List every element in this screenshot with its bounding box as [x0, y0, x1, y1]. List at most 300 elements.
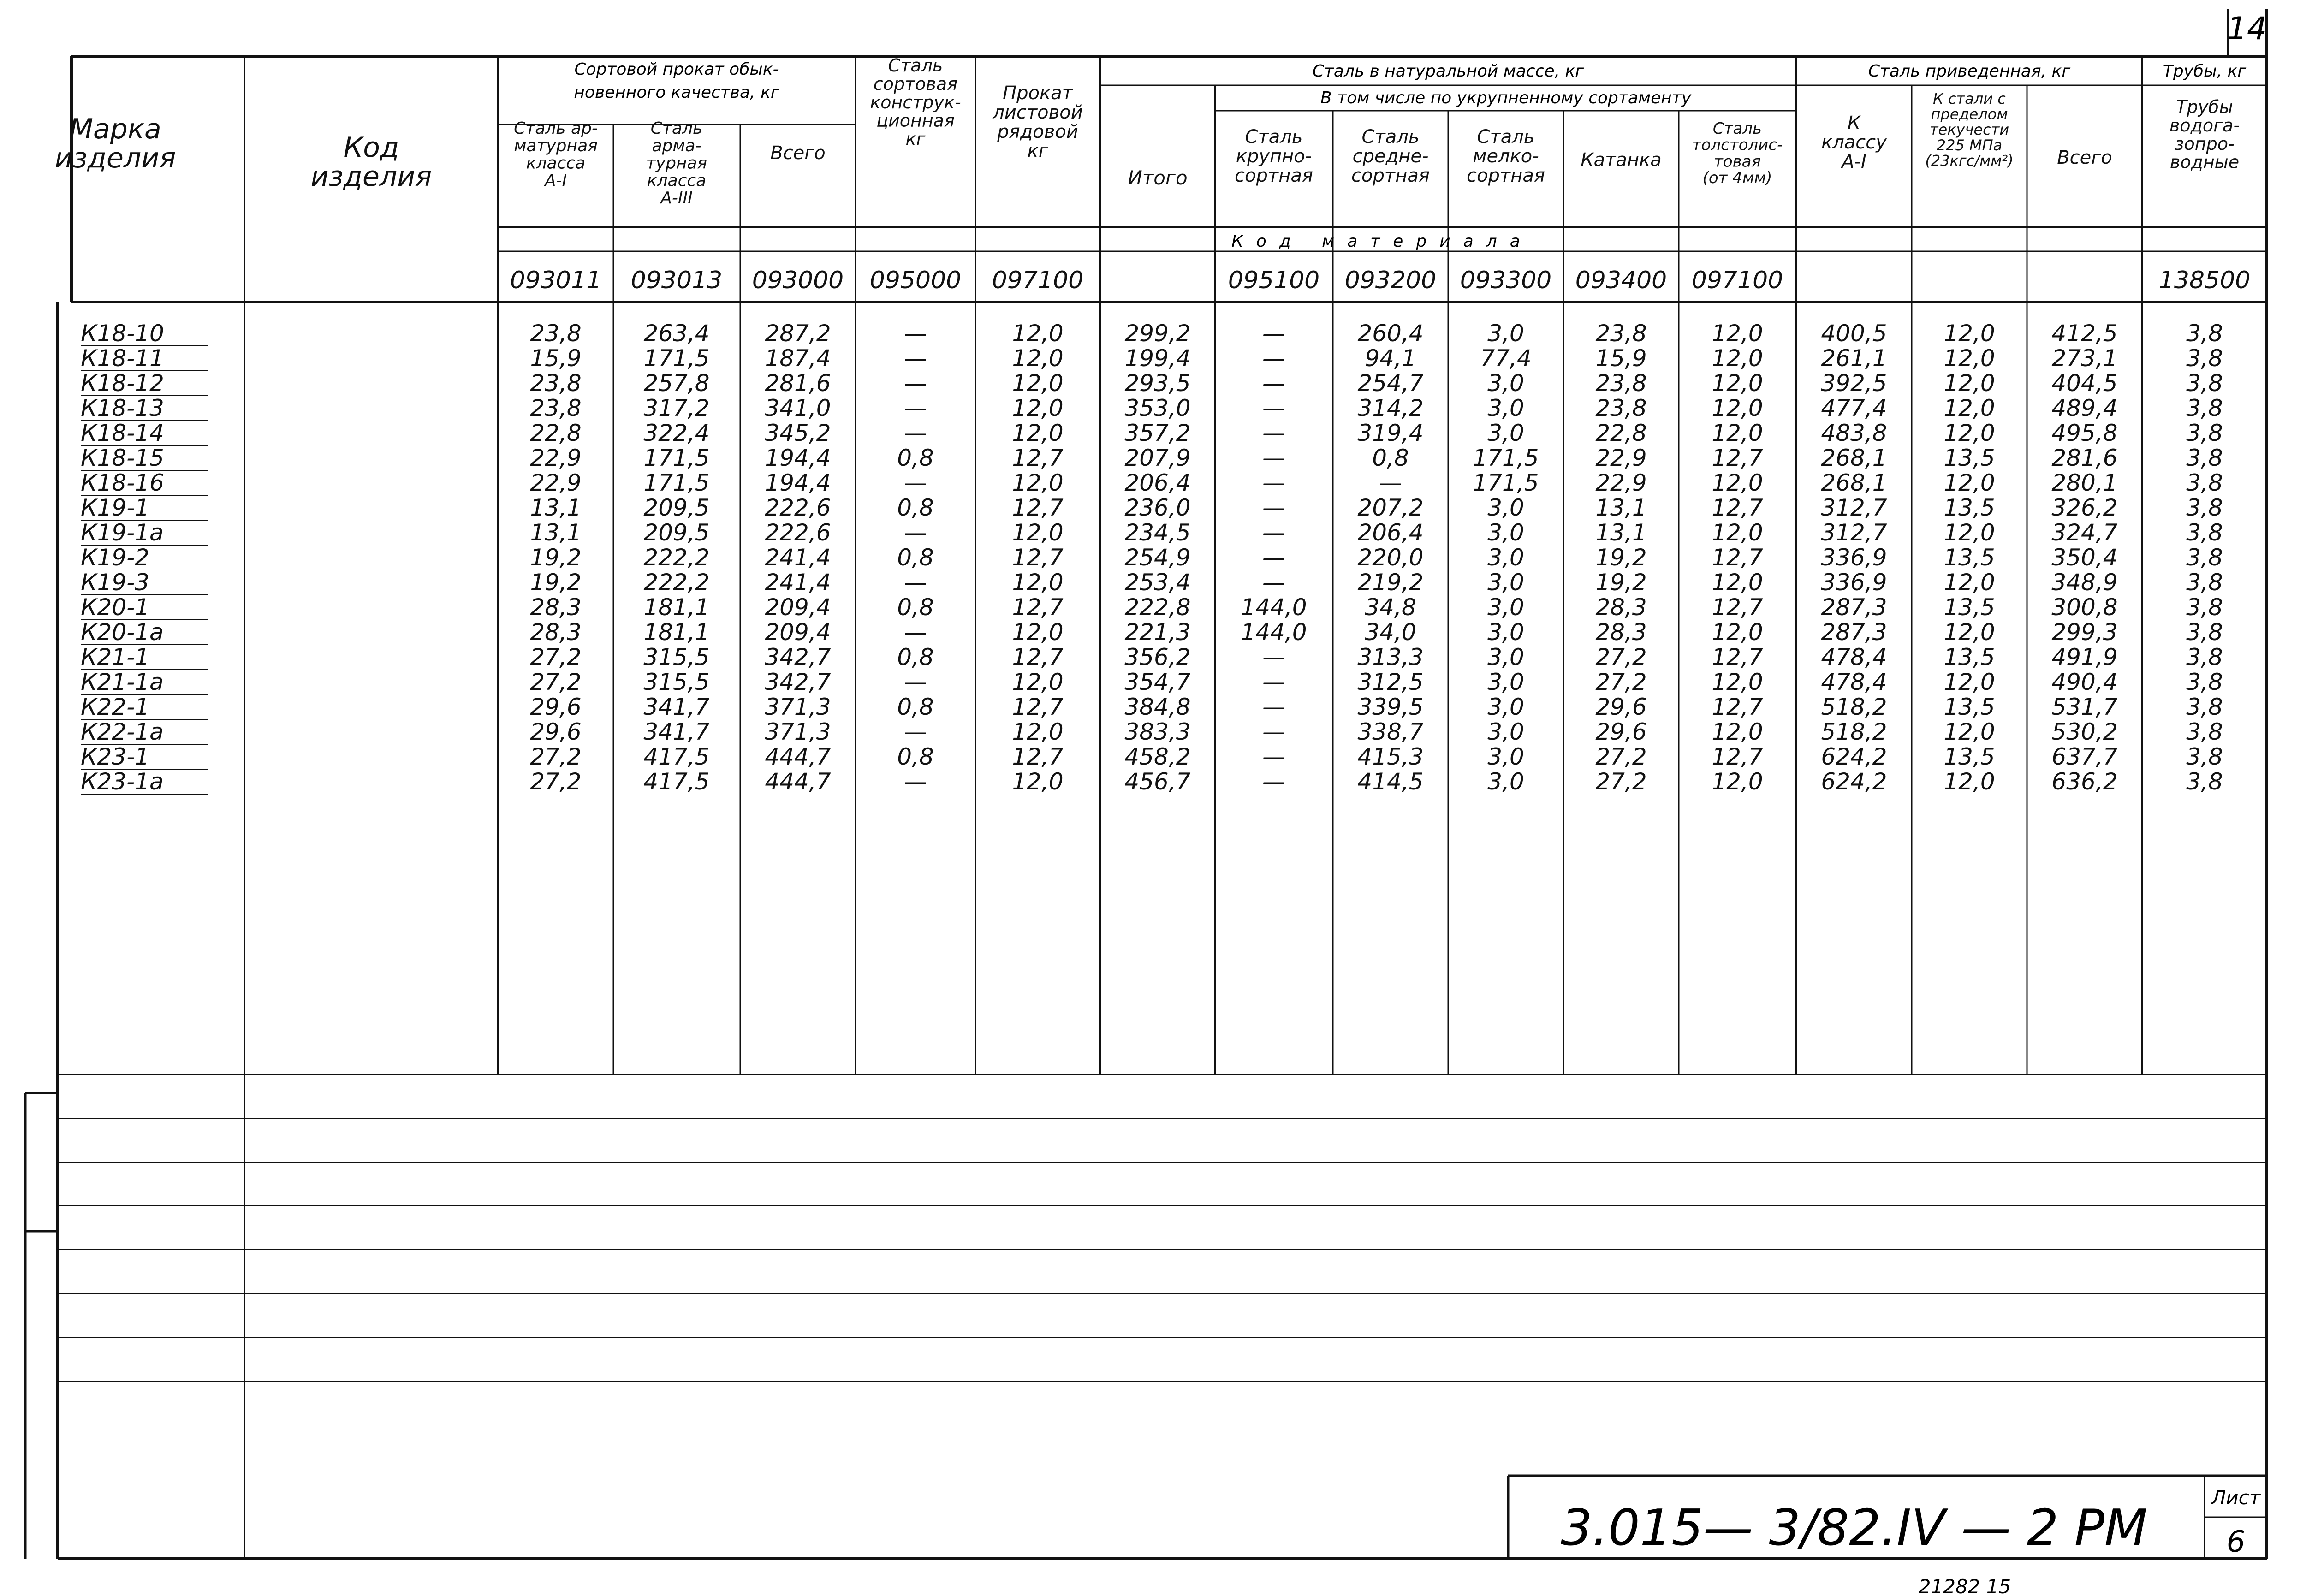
table-cell: — [1262, 445, 1285, 471]
table-cell: 315,5 [643, 644, 710, 670]
table-cell: 144,0 [1241, 619, 1307, 646]
table-cell: 357,2 [1124, 420, 1191, 446]
table-cell: 483,8 [1821, 420, 1887, 446]
table-cell: 0,8 [897, 594, 934, 621]
table-cell: 336,9 [1821, 544, 1887, 571]
table-cell: 12,0 [1012, 420, 1064, 446]
table-cell: 356,2 [1124, 644, 1191, 670]
table-cell: 263,4 [643, 320, 710, 347]
table-cell: 0,8 [897, 494, 934, 521]
cell-item-mark: К18-15 [81, 445, 164, 471]
table-cell: 209,4 [765, 594, 831, 621]
table-cell: 12,0 [1943, 669, 1995, 695]
table-cell: 3,8 [2186, 420, 2223, 446]
table-cell: 171,5 [1473, 469, 1539, 496]
table-row [81, 395, 2223, 421]
header-col-truby-line-4: водные [2169, 152, 2240, 172]
table-cell: 12,0 [1943, 370, 1995, 397]
material-codes [510, 267, 2251, 294]
table-cell: 12,7 [1712, 644, 1763, 670]
header-col-melko-line-3: сортная [1467, 165, 1545, 186]
table-cell: — [904, 768, 927, 795]
table-cell: 353,0 [1124, 395, 1191, 421]
table-cell: — [1262, 768, 1285, 795]
sortovoy-group-line-1: Сортовой прокат обык- [574, 60, 779, 79]
header-col-melko-line-1: Сталь [1477, 126, 1535, 148]
table-cell: 268,1 [1821, 445, 1887, 471]
table-cell: 13,5 [1943, 544, 1995, 571]
header-col-truby-line-3: зопро- [2175, 133, 2235, 154]
material-code: 093011 [510, 267, 602, 294]
table-cell: 241,4 [765, 544, 831, 571]
header-col-sredne-line-2: средне- [1352, 146, 1429, 167]
table-cell: 3,8 [2186, 669, 2223, 695]
table-cell: 12,7 [1712, 594, 1763, 621]
table-cell: 181,1 [643, 619, 710, 646]
table-row [81, 494, 2223, 521]
table-row [81, 669, 2223, 695]
cell-item-mark: К20-1 [81, 594, 149, 621]
material-code: 097100 [992, 267, 1084, 294]
material-code: 095100 [1228, 267, 1320, 294]
table-cell: 12,7 [1012, 694, 1064, 720]
material-code: 093400 [1575, 267, 1667, 294]
table-cell: 417,5 [643, 743, 710, 770]
header-col-konstr-line-1: Сталь [888, 55, 943, 76]
header-col-prokat-line-4: кг [1027, 141, 1048, 162]
table-cell: 444,7 [765, 743, 831, 770]
table-row [81, 345, 2223, 372]
cell-item-mark: К18-14 [81, 420, 164, 446]
table-cell: — [904, 519, 927, 546]
table-cell: 354,7 [1124, 669, 1191, 695]
table-cell: 3,0 [1487, 569, 1524, 596]
table-row [81, 544, 2223, 571]
table-cell: 219,2 [1357, 569, 1424, 596]
table-cell: 12,7 [1712, 743, 1763, 770]
table-cell: 3,0 [1487, 718, 1524, 745]
table-cell: 261,1 [1821, 345, 1887, 372]
header-col-konstr-line-4: ционная [876, 110, 955, 131]
table-cell: 22,9 [1595, 469, 1647, 496]
table-cell: 28,3 [1595, 619, 1647, 646]
table-cell: 23,8 [530, 320, 582, 347]
table-cell: 339,5 [1357, 694, 1424, 720]
table-cell: 3,0 [1487, 320, 1524, 347]
header-col-k-stali-line-3: текучести [1929, 121, 2009, 139]
table-row [81, 320, 2223, 347]
table-cell: 144,0 [1241, 594, 1307, 621]
table-cell: 13,1 [1595, 494, 1647, 521]
table-row [81, 619, 2223, 646]
header-col-a1-line-4: А-I [544, 171, 567, 190]
table-cell: 13,5 [1943, 594, 1995, 621]
table-cell: 181,1 [643, 594, 710, 621]
header-col-itogo-line-1: Итого [1128, 166, 1188, 189]
table-cell: 3,8 [2186, 594, 2223, 621]
header-col-konstr-line-5: кг [905, 129, 926, 149]
table-cell: 207,9 [1124, 445, 1191, 471]
table-cell: 12,0 [1712, 320, 1763, 347]
table-cell: 77,4 [1480, 345, 1532, 372]
table-cell: 3,0 [1487, 519, 1524, 546]
table-cell: 12,0 [1012, 519, 1064, 546]
table-row [81, 694, 2223, 720]
cell-item-mark: К19-1а [81, 519, 164, 546]
table-cell: 312,7 [1821, 494, 1887, 521]
header-marka-line-1: Марка [69, 113, 161, 145]
table-cell: — [904, 395, 927, 421]
table-cell: 194,4 [765, 469, 831, 496]
table-cell: 23,8 [1595, 395, 1647, 421]
table-cell: 3,8 [2186, 619, 2223, 646]
table-cell: 478,4 [1821, 644, 1887, 670]
table-cell: 171,5 [1473, 445, 1539, 471]
table-cell: 12,0 [1712, 370, 1763, 397]
table-cell: 253,4 [1124, 569, 1191, 596]
table-cell: 0,8 [1372, 445, 1409, 471]
table-cell: 3,8 [2186, 345, 2223, 372]
table-cell: 489,4 [2051, 395, 2118, 421]
document-code: 3.015— 3/82.IV — 2 РМ [1560, 1499, 2148, 1557]
table-cell: 194,4 [765, 445, 831, 471]
table-cell: — [1262, 370, 1285, 397]
table-cell: — [904, 718, 927, 745]
table-cell: 28,3 [530, 619, 582, 646]
cell-item-mark: К18-13 [81, 395, 164, 421]
header-col-vsego1-line-1: Всего [770, 142, 826, 164]
table-cell: 27,2 [530, 644, 582, 670]
header-col-truby-line-1: Трубы [2176, 97, 2233, 117]
table-cell: 3,8 [2186, 694, 2223, 720]
header-marka-line-2: изделия [54, 142, 176, 174]
header-col-k-stali-line-5: (23кгс/мм²) [1925, 152, 2014, 170]
table-cell: 371,3 [765, 718, 831, 745]
table-cell: 3,0 [1487, 743, 1524, 770]
header-col-krupno-line-1: Сталь [1245, 126, 1303, 148]
table-cell: 3,8 [2186, 445, 2223, 471]
table-row [81, 594, 2223, 621]
table-cell: 12,0 [1943, 569, 1995, 596]
table-cell: 0,8 [897, 743, 934, 770]
table-cell: 260,4 [1357, 320, 1424, 347]
material-code: 093000 [752, 267, 844, 294]
table-row [81, 768, 2223, 795]
table-cell: — [904, 619, 927, 646]
table-cell: 12,0 [1712, 569, 1763, 596]
table-cell: 12,0 [1012, 345, 1064, 372]
table-cell: 3,0 [1487, 494, 1524, 521]
cell-item-mark: К20-1а [81, 619, 164, 646]
table-cell: 300,8 [2051, 594, 2118, 621]
table-cell: 22,9 [530, 445, 582, 471]
table-cell: — [904, 420, 927, 446]
table-cell: 404,5 [2051, 370, 2118, 397]
table-cell: — [1379, 469, 1402, 496]
header-col-sredne-line-1: Сталь [1361, 126, 1420, 148]
header-col-a1-line-2: матурная [514, 136, 598, 155]
table-cell: 12,7 [1012, 494, 1064, 521]
empty-row-lines [58, 1074, 2267, 1381]
table-cell: 12,7 [1712, 544, 1763, 571]
table-cell: 371,3 [765, 694, 831, 720]
table-cell: 27,2 [1595, 669, 1647, 695]
table-cell: 490,4 [2051, 669, 2118, 695]
table-cell: 273,1 [2051, 345, 2118, 372]
table-cell: 241,4 [765, 569, 831, 596]
header-col-konstr-line-3: конструк- [870, 92, 961, 113]
table-cell: — [904, 469, 927, 496]
table-cell: 342,7 [765, 669, 831, 695]
table-row [81, 370, 2223, 397]
header-col-konstr-line-2: сортовая [873, 73, 958, 94]
table-cell: 384,8 [1124, 694, 1191, 720]
table-cell: 13,5 [1943, 494, 1995, 521]
header-col-tolsto-line-2: толстолис- [1692, 136, 1783, 154]
table-cell: 280,1 [2051, 469, 2118, 496]
material-code: 093200 [1344, 267, 1437, 294]
cell-item-mark: К23-1а [81, 768, 164, 795]
table-cell: 13,5 [1943, 445, 1995, 471]
table-cell: 314,2 [1357, 395, 1424, 421]
header-col-krupno-line-2: крупно- [1236, 146, 1312, 167]
sortovoy-group-line-2: новенного качества, кг [574, 83, 779, 102]
table-cell: 22,9 [530, 469, 582, 496]
table-cell: 3,0 [1487, 644, 1524, 670]
header-col-a3-line-2: арма- [652, 136, 701, 155]
material-code-label: Код материала [1231, 232, 1533, 251]
table-cell: 171,5 [643, 345, 710, 372]
header-col-k-stali-line-2: пределом [1931, 105, 2008, 123]
header-col-prokat-line-1: Прокат [1003, 83, 1073, 104]
table-cell: — [1262, 345, 1285, 372]
header-col-tolsto-line-1: Сталь [1712, 119, 1762, 138]
table-cell: 319,4 [1357, 420, 1424, 446]
table-cell: 171,5 [643, 469, 710, 496]
table-cell: 222,6 [765, 519, 831, 546]
header-col-tolsto-line-3: товая [1714, 152, 1761, 171]
header-col-a1-line-1: Сталь ар- [514, 119, 598, 138]
table-cell: 531,7 [2051, 694, 2118, 720]
table-cell: 206,4 [1357, 519, 1424, 546]
table-cell: 392,5 [1821, 370, 1887, 397]
table-cell: — [904, 370, 927, 397]
table-cell: 293,5 [1124, 370, 1191, 397]
table-cell: 12,0 [1943, 619, 1995, 646]
table-cell: — [1262, 395, 1285, 421]
table-cell: 27,2 [530, 669, 582, 695]
table-cell: 12,0 [1943, 768, 1995, 795]
header-col-prokat-line-3: рядовой [997, 121, 1078, 142]
reduced-steel-group: Сталь приведенная, кг [1868, 62, 2071, 81]
table-cell: 12,0 [1012, 768, 1064, 795]
table-cell: 94,1 [1365, 345, 1416, 372]
table-cell: 220,0 [1357, 544, 1424, 571]
table-cell: 12,7 [1712, 494, 1763, 521]
table-cell: 315,5 [643, 669, 710, 695]
table-cell: 12,7 [1012, 644, 1064, 670]
header-col-krupno-line-3: сортная [1235, 165, 1313, 186]
table-cell: 236,0 [1124, 494, 1191, 521]
table-cell: 28,3 [1595, 594, 1647, 621]
table-cell: 12,0 [1712, 420, 1763, 446]
header-kod-line-2: изделия [310, 160, 432, 193]
table-cell: 400,5 [1821, 320, 1887, 347]
table-cell: 12,0 [1943, 519, 1995, 546]
table-cell: 13,1 [530, 519, 582, 546]
table-cell: 299,3 [2051, 619, 2118, 646]
table-cell: 317,2 [643, 395, 710, 421]
header-col-a1-line-3: класса [526, 154, 586, 173]
table-cell: 187,4 [765, 345, 831, 372]
natural-mass-group: Сталь в натуральной массе, кг [1312, 62, 1584, 81]
table-cell: 3,0 [1487, 594, 1524, 621]
table-cell: 3,0 [1487, 370, 1524, 397]
table-cell: 3,0 [1487, 669, 1524, 695]
table-cell: 12,7 [1712, 694, 1763, 720]
cell-item-mark: К18-11 [81, 345, 164, 372]
table-cell: 12,0 [1712, 619, 1763, 646]
table-cell: — [1262, 519, 1285, 546]
sheet-label: Лист [2211, 1486, 2261, 1509]
footer-number: 21282 15 [1918, 1575, 2011, 1596]
table-cell: 22,9 [1595, 445, 1647, 471]
table-cell: — [904, 569, 927, 596]
material-code: 138500 [2158, 267, 2251, 294]
table-cell: 254,7 [1357, 370, 1424, 397]
table-cell: 336,9 [1821, 569, 1887, 596]
table-cell: 338,7 [1357, 718, 1424, 745]
table-cell: 12,0 [1012, 395, 1064, 421]
table-cell: 27,2 [1595, 743, 1647, 770]
table-cell: 34,8 [1365, 594, 1416, 621]
table-cell: 3,8 [2186, 743, 2223, 770]
table-cell: 281,6 [765, 370, 831, 397]
table-cell: — [1262, 644, 1285, 670]
table-cell: — [1262, 320, 1285, 347]
table-cell: 322,4 [643, 420, 710, 446]
table-cell: 19,2 [1595, 544, 1647, 571]
table-cell: 477,4 [1821, 395, 1887, 421]
table-cell: 12,0 [1943, 320, 1995, 347]
table-cell: — [904, 345, 927, 372]
sub-assortment-group: В том числе по укрупненному сортаменту [1320, 89, 1692, 107]
cell-item-mark: К18-10 [81, 320, 164, 347]
table-cell: 0,8 [897, 445, 934, 471]
header-col-katanka-line-1: Катанка [1581, 149, 1662, 171]
table-cell: 13,1 [1595, 519, 1647, 546]
table-cell: 206,4 [1124, 469, 1191, 496]
table-cell: 23,8 [1595, 370, 1647, 397]
header-col-a3-line-1: Сталь [650, 119, 703, 138]
header-col-prokat-line-2: листовой [993, 102, 1083, 123]
material-code: 095000 [869, 267, 962, 294]
data-table-body [81, 320, 2223, 795]
table-cell: 23,8 [530, 370, 582, 397]
table-cell: 491,9 [2051, 644, 2118, 670]
table-row [81, 469, 2223, 496]
table-cell: 13,5 [1943, 644, 1995, 670]
table-cell: 222,6 [765, 494, 831, 521]
table-cell: 3,8 [2186, 644, 2223, 670]
table-cell: 341,7 [643, 694, 710, 720]
table-cell: 12,0 [1943, 395, 1995, 421]
table-cell: 22,8 [530, 420, 582, 446]
table-cell: 518,2 [1821, 718, 1887, 745]
table-cell: 29,6 [1595, 718, 1647, 745]
table-cell: 15,9 [530, 345, 582, 372]
table-cell: 3,8 [2186, 395, 2223, 421]
table-cell: 0,8 [897, 544, 934, 571]
table-cell: 207,2 [1357, 494, 1424, 521]
table-cell: 341,7 [643, 718, 710, 745]
table-cell: 12,0 [1012, 370, 1064, 397]
material-code: 097100 [1691, 267, 1783, 294]
header-col-a3-line-4: класса [647, 171, 707, 190]
table-row [81, 569, 2223, 596]
table-cell: 3,0 [1487, 420, 1524, 446]
table-cell: 287,2 [765, 320, 831, 347]
table-cell: 12,7 [1012, 445, 1064, 471]
cell-item-mark: К18-16 [81, 469, 164, 496]
cell-item-mark: К23-1 [81, 743, 149, 770]
table-cell: 12,0 [1012, 320, 1064, 347]
table-cell: 3,8 [2186, 370, 2223, 397]
table-cell: 12,0 [1012, 718, 1064, 745]
table-cell: 12,0 [1943, 469, 1995, 496]
table-cell: 414,5 [1357, 768, 1424, 795]
table-cell: 12,0 [1712, 718, 1763, 745]
table-cell: — [1262, 569, 1285, 596]
header-col-a3-line-3: турная [646, 154, 707, 173]
header-col-k-stali-line-4: 225 МПа [1936, 136, 2003, 154]
table-cell: 636,2 [2051, 768, 2118, 795]
table-cell: — [1262, 669, 1285, 695]
table-cell: 199,4 [1124, 345, 1191, 372]
table-cell: 12,0 [1943, 420, 1995, 446]
header-col-k-stali-line-1: К стали с [1933, 90, 2006, 107]
table-cell: 12,0 [1943, 345, 1995, 372]
table-cell: 13,5 [1943, 743, 1995, 770]
header-col-truby-line-2: водога- [2169, 115, 2240, 136]
cell-item-mark: К19-1 [81, 494, 149, 521]
table-cell: 29,6 [530, 718, 582, 745]
table-cell: 234,5 [1124, 519, 1191, 546]
table-cell: 312,5 [1357, 669, 1424, 695]
table-cell: 12,0 [1712, 345, 1763, 372]
table-cell: 3,0 [1487, 619, 1524, 646]
table-cell: 12,0 [1712, 519, 1763, 546]
table-cell: 3,8 [2186, 768, 2223, 795]
table-cell: 456,7 [1124, 768, 1191, 795]
table-cell: 3,8 [2186, 320, 2223, 347]
header-col-a3-line-5: А-III [660, 189, 693, 208]
table-cell: 222,2 [643, 544, 710, 571]
table-cell: 637,7 [2051, 743, 2118, 770]
table-cell: 12,0 [1712, 395, 1763, 421]
table-cell: 324,7 [2051, 519, 2118, 546]
cell-item-mark: К21-1а [81, 669, 164, 695]
table-cell: 342,7 [765, 644, 831, 670]
header-col-melko-line-2: мелко- [1473, 146, 1539, 167]
table-cell: 12,0 [1712, 768, 1763, 795]
table-row [81, 420, 2223, 446]
table-cell: 3,8 [2186, 519, 2223, 546]
table-cell: 29,6 [530, 694, 582, 720]
table-cell: 458,2 [1124, 743, 1191, 770]
table-cell: — [904, 320, 927, 347]
table-cell: 326,2 [2051, 494, 2118, 521]
